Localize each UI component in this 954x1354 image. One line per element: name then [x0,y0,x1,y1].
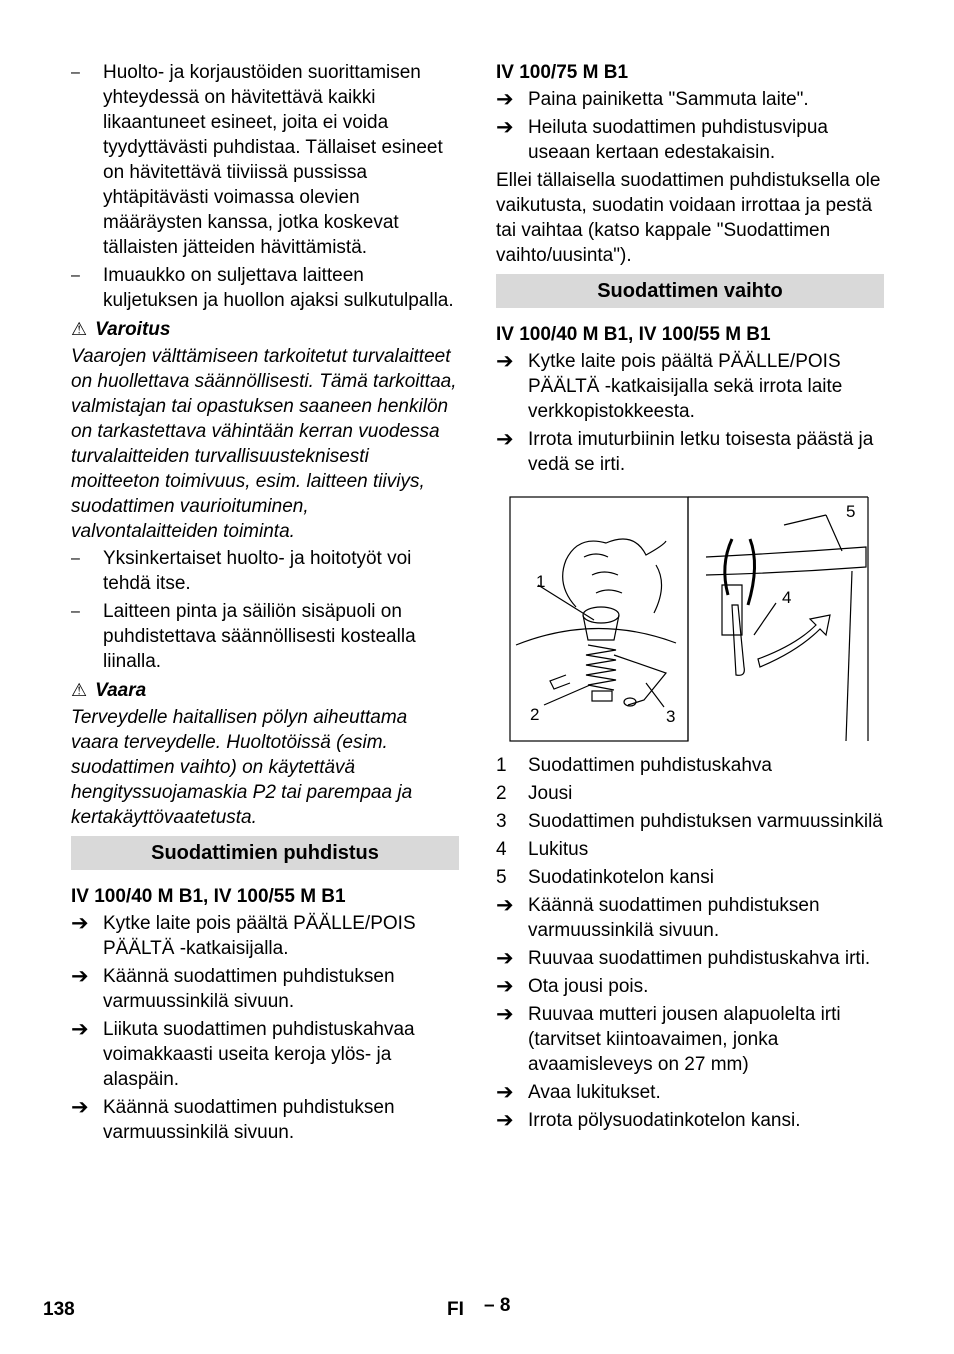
arrow-icon: ➔ [496,894,514,917]
arrow-icon: ➔ [71,965,89,988]
lid [706,547,866,575]
step-item: ➔ Kytke laite pois päältä PÄÄLLE/POIS PÄÄLTÄ -katkaisijalla. [71,912,416,959]
nut [592,691,612,701]
left-column [71,60,459,1148]
arrow-icon: ➔ [71,912,89,935]
model-heading: IV 100/40 M B1, IV 100/55 M B1 [71,886,346,907]
page-number: 138 [43,1299,75,1320]
rotation-arrow-icon [758,615,830,667]
step-item: ➔ Irrota imuturbiinin letku toisesta päästä ja vedä se irti. [496,428,874,475]
dash-icon: – [71,550,80,567]
step-item: ➔ Ota jousi pois. [496,975,649,998]
warning-icon: ⚠ [71,319,88,339]
arrow-icon: ➔ [496,1003,514,1026]
callout-1: 1 [536,572,546,591]
warning-heading: ⚠ Varoitus [71,319,171,340]
step-item: ➔ Kytke laite pois päältä PÄÄLLE/POIS PÄÄLTÄ -katkaisijalla sekä irrota laite verkkopistokkeesta. [496,350,843,422]
arrow-icon: ➔ [71,1018,89,1041]
model-heading: IV 100/40 M B1, IV 100/55 M B1 [496,324,771,345]
list-item: – Yksinkertaiset huolto- ja hoitotyöt voi tehdä itse. [71,548,412,594]
dash-list-2 [71,546,459,674]
arrow-icon: ➔ [496,116,514,139]
right-column [496,60,884,1136]
section-page: – 8 [484,1295,511,1316]
dash-icon: – [71,64,80,81]
step-list [496,893,884,1133]
callout-4: 4 [782,588,792,607]
arrow-icon: ➔ [496,88,514,111]
section-heading: Suodattimien puhdistus [71,836,459,870]
knob-body [583,615,619,640]
warning-icon: ⚠ [71,680,88,700]
step-item: ➔ Käännä suodattimen puhdistuksen varmuussinkilä sivuun. [71,965,395,1012]
step-list [71,911,459,1145]
arrow-icon: ➔ [496,428,514,451]
legend-item: 1 Suodattimen puhdistuskahva [496,755,772,776]
arrow-icon: ➔ [496,1109,514,1132]
latch-hook [725,539,755,605]
callout-3: 3 [666,707,676,726]
section-heading: Suodattimen vaihto [496,274,884,308]
dash-icon: – [71,603,80,620]
danger-text: Terveydelle haitallisen pölyn aiheuttama vaara terveydelle. Huoltotöissä (esim. suodattimen vaihto) on käytettävä hengityssuojamaskia P2 tai parempaa ja kertakäyttövaatetusta. [71,707,413,828]
step-item: ➔ Käännä suodattimen puhdistuksen varmuussinkilä sivuun. [496,894,820,941]
danger-heading: ⚠ Vaara [71,680,147,701]
arrow-icon: ➔ [496,975,514,998]
legend-item: 4 Lukitus [496,839,589,860]
language-code: FI [447,1299,464,1320]
spring [586,645,616,690]
step-item: ➔ Paina painiketta "Sammuta laite". [496,88,809,111]
callout-5: 5 [846,502,856,521]
legend-item: 5 Suodatinkotelon kansi [496,867,714,888]
step-item: ➔ Avaa lukitukset. [496,1081,661,1104]
arrow-icon: ➔ [496,947,514,970]
callout-2: 2 [530,705,540,724]
model-heading: IV 100/75 M B1 [496,62,629,83]
legend-list [496,753,884,890]
dash-icon: – [71,267,80,284]
hand-outline [563,539,666,613]
list-item: – Huolto- ja korjaustöiden suorittamisen yhteydessä on hävitettävä kaikki likaantuneet esineet, joita ei voida tyydyttävästi puhdistaa. Tällaiset esineet on hävitettävä tiiviissä pussissa yhtäpitävästi voimassa olevien määräysten kanssa, jotka koskevat tällaisten jätteiden hävittämistä. [71,62,443,258]
list-item: – Laitteen pinta ja säiliön sisäpuoli on puhdistettava säännöllisesti kostealla liinalla. [71,601,416,672]
housing-curve [516,628,676,645]
legend-item: 2 Jousi [496,783,573,804]
step-item: ➔ Irrota pölysuodatinkotelon kansi. [496,1109,801,1132]
warning-text: Vaarojen välttämiseen tarkoitetut turvalaitteet on huollettava säännöllisesti. Tämä tarkoittaa, valmistajan tai opastuksen saaneen henkilön on tarkastettava vähintään kerran vuodessa turvalaitteiden turvallisuusteknisesti moitteeton toimivuus, esim. laitteen tiiviys, suodattimen vaurioituminen, valvontalaitteiden toiminta. [71,346,457,542]
step-list [496,87,884,165]
arrow-icon: ➔ [496,350,514,373]
bracket-clip [550,675,570,689]
step-list [496,349,884,477]
filter-figure [496,495,884,743]
step-item: ➔ Heiluta suodattimen puhdistusvipua useaan kertaan edestakaisin. [496,116,828,163]
step-item: ➔ Liikuta suodattimen puhdistuskahvaa voimakkaasti useita keroja ylös- ja alaspäin. [71,1018,415,1090]
knob-top [583,607,619,623]
filter-illustration [496,495,884,743]
step-item: ➔ Ruuvaa suodattimen puhdistuskahva irti. [496,947,871,970]
hand-fingers [584,554,622,593]
step-item: ➔ Ruuvaa mutteri jousen alapuolelta irti (tarvitset kiintoavaimen, jonka avaamisleveys on 27 mm) [496,1003,841,1075]
paragraph: Ellei tällaisella suodattimen puhdistuksella ole vaikutusta, suodatin voidaan irrottaa ja pestä tai vaihtaa (katso kappale "Suodattimen vaihto/uusinta"). [496,170,881,266]
list-item: – Imuaukko on suljettava laitteen kuljetuksen ja huollon ajaksi sulkutulpalla. [71,265,454,311]
arrow-icon: ➔ [496,1081,514,1104]
safety-bracket [614,655,666,705]
dash-list-1 [71,60,459,313]
arrow-icon: ➔ [71,1096,89,1119]
legend-item: 3 Suodattimen puhdistuksen varmuussinkilä [496,811,883,832]
step-item: ➔ Käännä suodattimen puhdistuksen varmuussinkilä sivuun. [71,1096,395,1143]
